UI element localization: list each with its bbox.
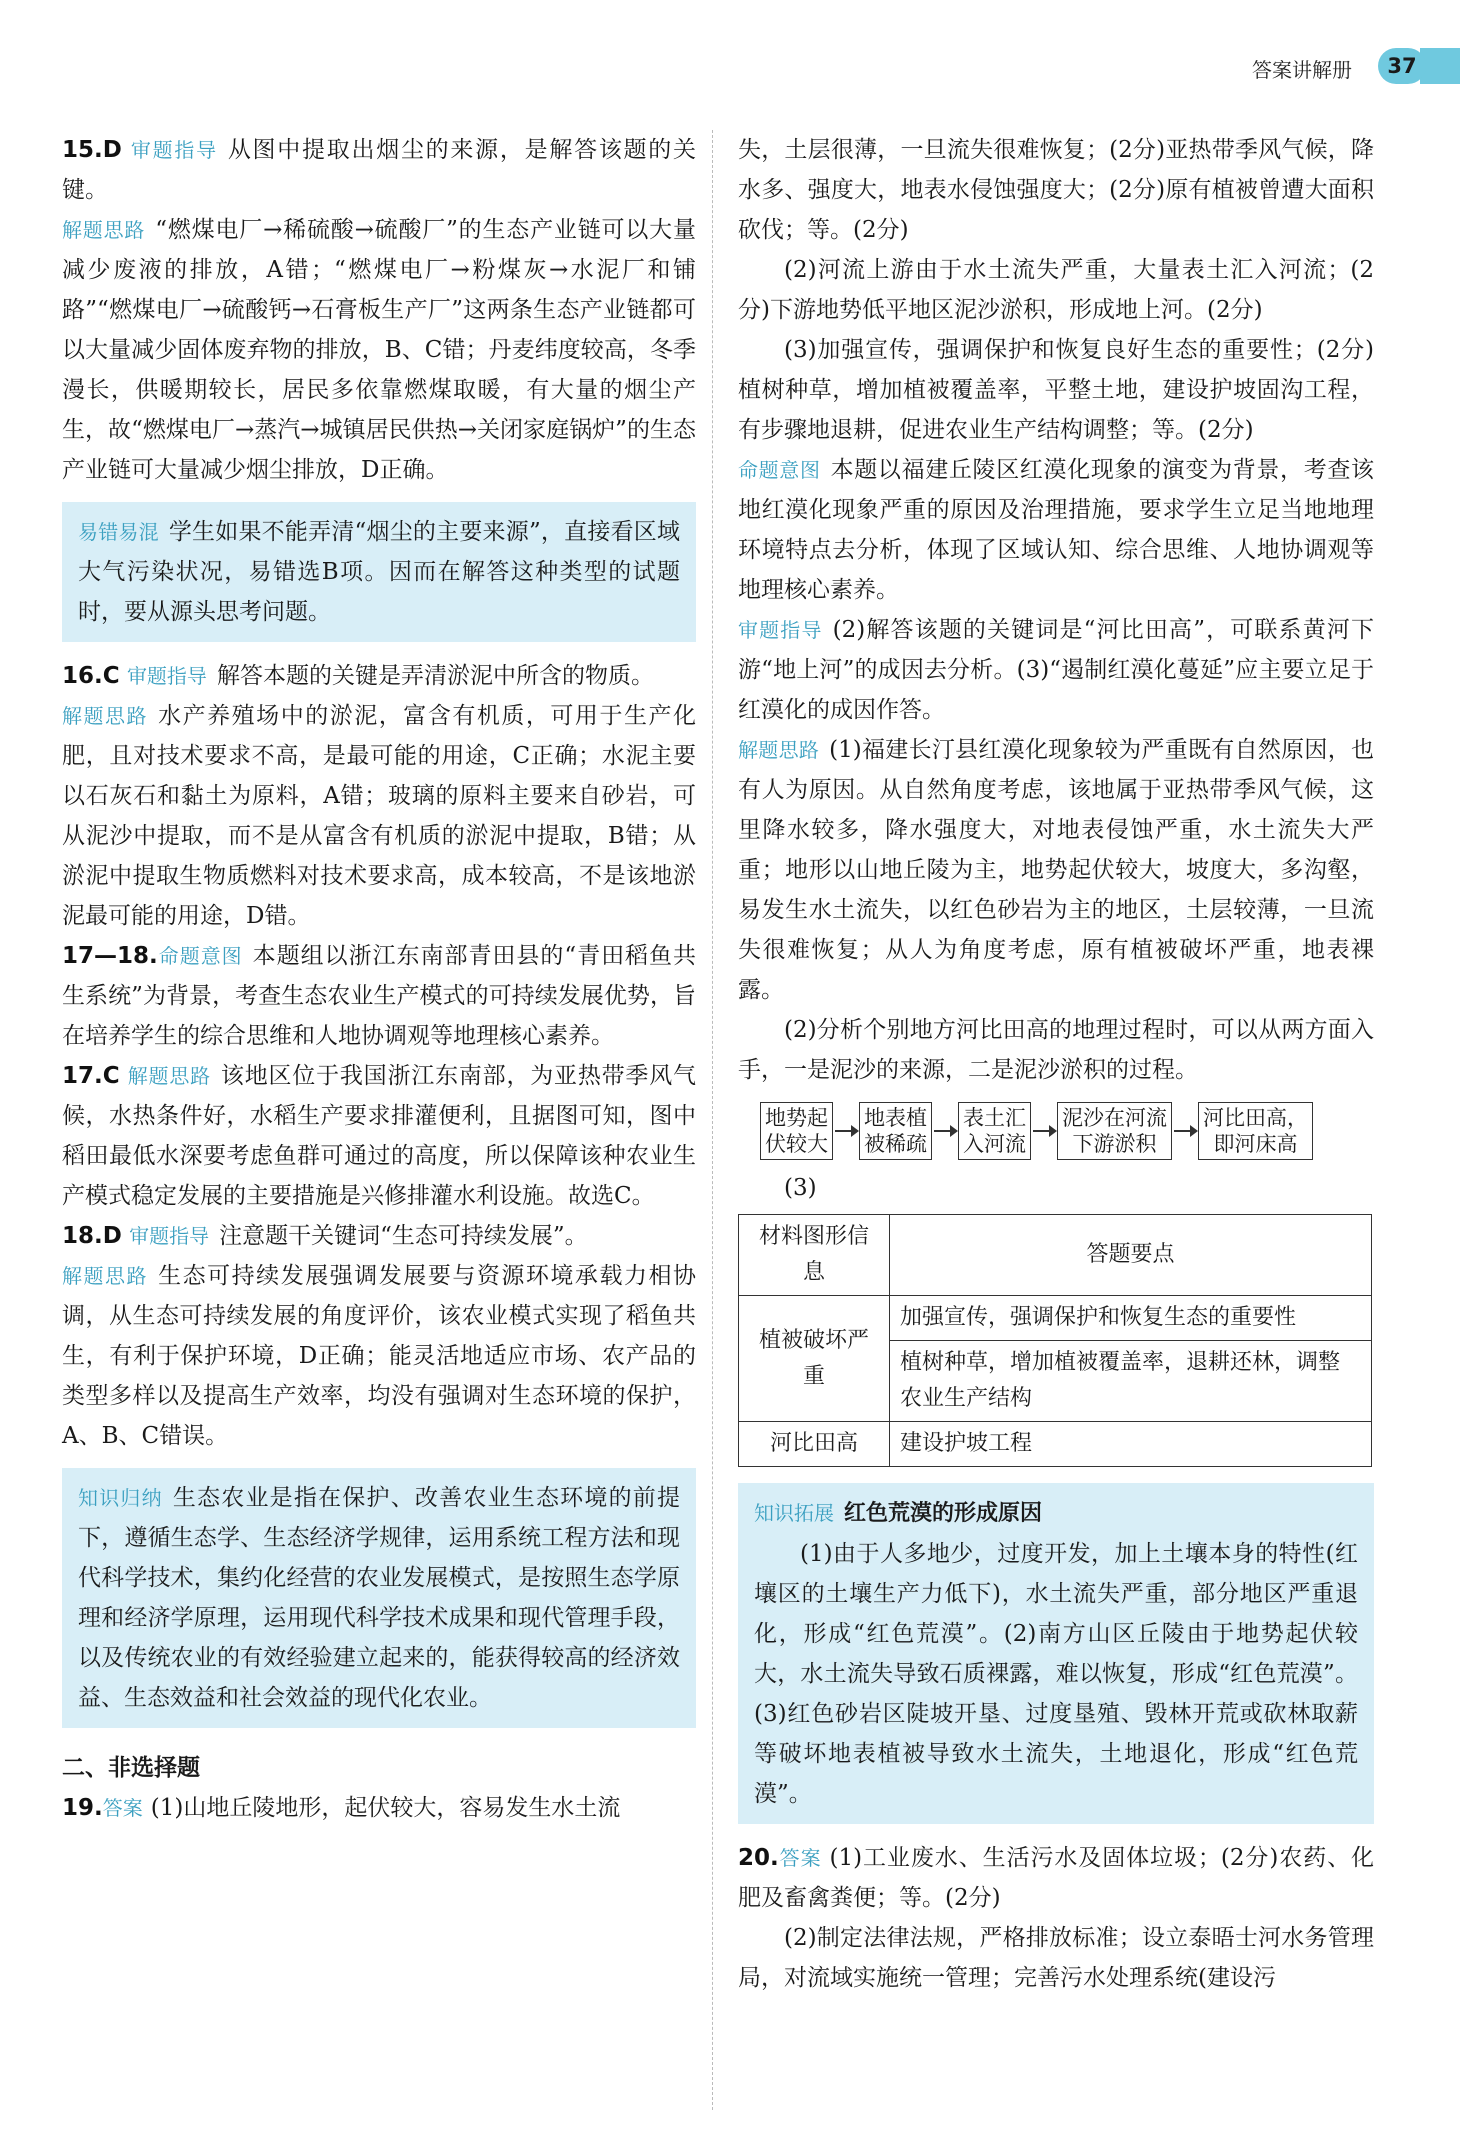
knowledge-extension-label: 知识拓展 bbox=[754, 1501, 834, 1525]
q19-analysis-text: (1)福建长汀县红漠化现象较为严重既有自然原因，也有人为原因。从自然角度考虑，该地属于亚热带季风气候，这里降水较多，降水强度大，对地表侵蚀严重，水土流失大严重；地形以山地丘陵为主，地势起伏较大，坡度大，多沟壑，易发生水土流失，以红色砂岩为主的地区，土层较薄，一旦流失很难恢复；从人为角度考虑，原有植被破坏严重，地表裸露。 bbox=[738, 737, 1374, 1003]
q19-part3: (3)加强宣传，强调保护和恢复良好生态的重要性；(2分)植树种草，增加植被覆盖率，平整土地，建设护坡固沟工程，有步骤地退耕，促进农业生产结构调整；等。(2分) bbox=[738, 337, 1374, 443]
q17-analysis bbox=[62, 1056, 696, 1216]
table-row bbox=[739, 1215, 1372, 1296]
q20-answer-text: (1)工业废水、生活污水及固体垃圾；(2分)农药、化肥及畜禽粪便；等。(2分) bbox=[738, 1845, 1374, 1911]
knowledge-extension-title: 红色荒漠的形成原因 bbox=[844, 1501, 1043, 1526]
header-title: 答案讲解册 bbox=[1252, 58, 1352, 82]
q20-answer bbox=[738, 1838, 1374, 1918]
q17-analysis-text: 该地区位于我国浙江东南部，为亚热带季风气候，水热条件好，水稻生产要求排灌便利，且据图可知，图中稻田最低水深要考虑鱼群可通过的高度，所以保障该种农业生产模式稳定发展的主要措施是兴修排灌水利设施。故选C。 bbox=[62, 1063, 697, 1209]
table-row bbox=[739, 1422, 1372, 1467]
q18-analysis-text: 生态可持续发展强调发展要与资源环境承载力相协调，从生态可持续发展的角度评价，该农业模式实现了稻鱼共生，有利于保护环境，D正确；能灵活地适应市场、农产品的类型多样以及提高生产效率，均没有强调对生态环境的保护，A、B、C错误。 bbox=[62, 1263, 697, 1449]
q19-answer-label: 答案 bbox=[102, 1796, 143, 1820]
section-title: 二、非选择题 bbox=[62, 1755, 200, 1781]
knowledge-extension-text: (1)由于人多地少，过度开发，加上土壤本身的特性(红壤区的土壤生产力低下)，水土流失严重，部分地区严重退化，形成“红色荒漠”。(2)南方山区丘陵由于地势起伏较大，水土流失导致石质裸露，难以恢复，形成“红色荒漠”。(3)红色砂岩区陡坡开垦、过度垦殖、毁林开荒或砍林取薪等破坏地表植被导致水土流失，土地退化，形成“红色荒漠”。 bbox=[754, 1541, 1358, 1807]
q16-guide-label: 审题指导 bbox=[126, 664, 207, 688]
flow-node: 地势起 伏较大 bbox=[760, 1102, 833, 1160]
table-cell: 河比田高 bbox=[739, 1422, 890, 1467]
q19-answer bbox=[62, 1788, 696, 1828]
q19-analysis bbox=[738, 730, 1374, 1010]
error-prone-text: 学生如果不能弄清“烟尘的主要来源”，直接看区域大气污染状况，易错选B项。因而在解答这种类型的试题时，要从源头思考问题。 bbox=[78, 519, 680, 625]
q15-guide-label: 审题指导 bbox=[130, 138, 218, 162]
q15-analysis bbox=[62, 210, 696, 490]
table-row bbox=[739, 1296, 1372, 1341]
q18-analysis-label: 解题思路 bbox=[62, 1264, 149, 1288]
q17-analysis-label: 解题思路 bbox=[127, 1064, 211, 1088]
column-divider bbox=[712, 130, 713, 2110]
q17-number: 17.C bbox=[62, 1063, 120, 1089]
q19-guide bbox=[738, 610, 1374, 730]
flow-arrow bbox=[835, 1130, 857, 1132]
q18-guide-label: 审题指导 bbox=[129, 1224, 210, 1248]
q15-number: 15.D bbox=[62, 137, 122, 163]
flow-node: 表土汇 入河流 bbox=[958, 1102, 1031, 1160]
q19-intent-text: 本题以福建丘陵区红漠化现象的演变为背景，考查该地红漠化现象严重的原因及治理措施，要求学生立足当地地理环境特点去分析，体现了区域认知、综合思维、人地协调观等地理核心素养。 bbox=[738, 457, 1375, 603]
q19-number: 19. bbox=[62, 1795, 103, 1821]
q18-analysis bbox=[62, 1256, 696, 1456]
knowledge-summary-box bbox=[62, 1468, 696, 1728]
table-cell: 建设护坡工程 bbox=[890, 1422, 1372, 1467]
flow-arrow bbox=[1174, 1130, 1196, 1132]
process-flowchart bbox=[760, 1102, 1374, 1160]
answer-table bbox=[738, 1214, 1372, 1467]
q15-guide bbox=[62, 130, 696, 210]
q20-answer-label: 答案 bbox=[778, 1846, 822, 1870]
q17-18-intent-text: 本题组以浙江东南部青田县的“青田稻鱼共生系统”为背景，考查生态农业生产模式的可持续发展优势，旨在培养学生的综合思维和人地协调观等地理核心素养。 bbox=[62, 943, 696, 1049]
q19-analysis-label: 解题思路 bbox=[738, 738, 820, 762]
flow-arrow bbox=[934, 1130, 956, 1132]
right-column bbox=[738, 130, 1374, 1998]
q18-guide-text: 注意题干关键词“生态可持续发展”。 bbox=[219, 1223, 588, 1249]
q19-intent-label: 命题意图 bbox=[738, 458, 821, 482]
flow-node: 泥沙在河流 下游淤积 bbox=[1057, 1102, 1172, 1160]
q19-part3-label: (3) bbox=[784, 1175, 817, 1201]
q15-analysis-label: 解题思路 bbox=[62, 218, 146, 242]
q16-analysis-label: 解题思路 bbox=[62, 704, 149, 728]
table-cell: 加强宣传，强调保护和恢复生态的重要性 bbox=[890, 1296, 1372, 1341]
q20-number: 20. bbox=[738, 1845, 779, 1871]
q16-analysis bbox=[62, 696, 696, 936]
q19-intent bbox=[738, 450, 1374, 610]
q16-guide bbox=[62, 656, 696, 696]
q17-18-intent bbox=[62, 936, 696, 1056]
table-header: 材料图形信息 bbox=[739, 1215, 890, 1296]
flow-arrow bbox=[1033, 1130, 1055, 1132]
q18-number: 18.D bbox=[62, 1223, 122, 1249]
flow-node: 河比田高， 即河床高 bbox=[1198, 1102, 1313, 1160]
error-prone-box bbox=[62, 502, 696, 642]
q19-analysis-2: (2)分析个别地方河比田高的地理过程时，可以从两方面入手，一是泥沙的来源，二是泥沙淤积的过程。 bbox=[738, 1017, 1374, 1083]
q19-part1-cont: 失，土层很薄，一旦流失很难恢复；(2分)亚热带季风气候，降水多、强度大，地表水侵蚀强度大；(2分)原有植被曾遭大面积砍伐；等。(2分) bbox=[738, 137, 1374, 243]
q19-guide-label: 审题指导 bbox=[738, 618, 823, 642]
flow-node: 地表植 被稀疏 bbox=[859, 1102, 932, 1160]
q15-analysis-text: “燃煤电厂→稀硫酸→硫酸厂”的生态产业链可以大量减少废液的排放，A错；“燃煤电厂→粉煤灰→水泥厂和铺路”“燃煤电厂→硫酸钙→石膏板生产厂”这两条生态产业链都可以大量减少固体废弃物的排放，B、C错；丹麦纬度较高，冬季漫长，供暖期较长，居民多依靠燃煤取暖，有大量的烟尘产生，故“燃煤电厂→蒸汽→城镇居民供热→关闭家庭锅炉”的生态产业链可大量减少烟尘排放，D正确。 bbox=[62, 217, 696, 483]
q20-part2: (2)制定法律法规，严格排放标准；设立泰晤士河水务管理局，对流域实施统一管理；完善污水处理系统(建设污 bbox=[738, 1925, 1374, 1991]
q17-18-intent-label: 命题意图 bbox=[157, 944, 243, 968]
q16-guide-text: 解答本题的关键是弄清淤泥中所含的物质。 bbox=[216, 663, 654, 689]
table-cell: 植树种草，增加植被覆盖率，退耕还林，调整农业生产结构 bbox=[890, 1341, 1372, 1422]
q19-answer-text: (1)山地丘陵地形，起伏较大，容易发生水土流 bbox=[150, 1795, 621, 1821]
page-tab bbox=[1420, 48, 1460, 84]
knowledge-summary-text: 生态农业是指在保护、改善农业生态环境的前提下，遵循生态学、生态经济学规律，运用系统工程方法和现代科学技术，集约化经营的农业发展模式，是按照生态学原理和经济学原理，运用现代科学技术成果和现代管理手段，以及传统农业的有效经验建立起来的，能获得较高的经济效益、生态效益和社会效益的现代化农业。 bbox=[78, 1485, 681, 1711]
knowledge-summary-label: 知识归纳 bbox=[78, 1486, 163, 1510]
left-column bbox=[62, 130, 696, 1828]
q15-guide-text: 从图中提取出烟尘的来源，是解答该题的关键。 bbox=[62, 137, 697, 203]
page-number: 37 bbox=[1378, 48, 1426, 84]
q19-part2: (2)河流上游由于水土流失严重，大量表土汇入河流；(2分)下游地势低平地区泥沙淤积，形成地上河。(2分) bbox=[738, 257, 1374, 323]
q16-analysis-text: 水产养殖场中的淤泥，富含有机质，可用于生产化肥，且对技术要求不高，是最可能的用途，C正确；水泥主要以石灰石和黏土为原料，A错；玻璃的原料主要来自砂岩，可从泥沙中提取，而不是从富含有机质的淤泥中提取，B错；从淤泥中提取生物质燃料对技术要求高，成本较高，不是该地淤泥最可能的用途，D错。 bbox=[62, 703, 697, 929]
table-cell: 植被破坏严重 bbox=[739, 1296, 890, 1422]
error-prone-label: 易错易混 bbox=[78, 520, 159, 544]
q17-18-number: 17—18. bbox=[62, 943, 158, 969]
knowledge-extension-box bbox=[738, 1483, 1374, 1824]
q16-number: 16.C bbox=[62, 663, 120, 689]
table-header: 答题要点 bbox=[890, 1215, 1372, 1296]
q19-guide-text: (2)解答该题的关键词是“河比田高”，可联系黄河下游“地上河”的成因去分析。(3)“遏制红漠化蔓延”应主要立足于红漠化的成因作答。 bbox=[738, 617, 1374, 723]
q18-guide bbox=[62, 1216, 696, 1256]
